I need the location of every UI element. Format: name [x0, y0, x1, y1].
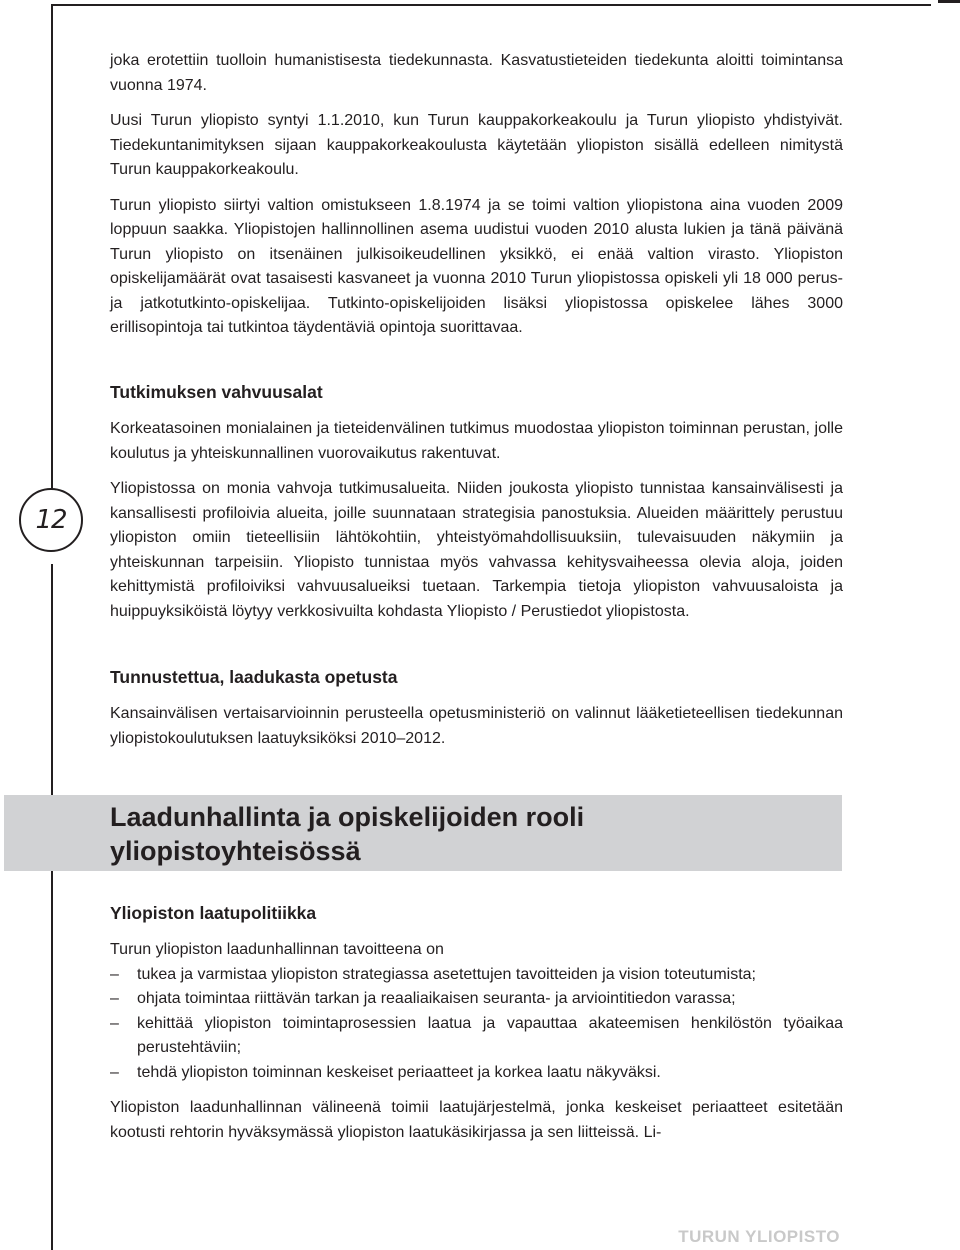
chapter-title-line-1: Laadunhallinta ja opiskelijoiden rooli: [110, 802, 585, 832]
teaching-section: [110, 667, 843, 751]
quality-policy-intro: Turun yliopiston laadunhallinnan tavoitteena on: [110, 941, 444, 958]
research-paragraph-2: Yliopistossa on monia vahvoja tutkimusalueita. Niiden joukosta yliopisto tunnistaa kansainvälisesti ja kansallisesti profiloivia alueita, joille suunnataan strategisia panostuksia. Alueiden määrittely perustuu yliopiston omiin tieteellisiin lähtökohtiin, yhteistyömahdollisuuksiin, tulevaisuuden näkymiin ja yhteiskunnan tarpeisiin. Yliopisto tunnistaa myös vahvassa kehitysvaiheessa olevia aloja, joiden kehittymistä profiloiviksi vahvuusalueiksi tuetaan. Tarkempia tietoja yliopiston vahvuusaloista ja huippuyksiköistä löytyy verkkosivuilta kohdasta Yliopisto / Perustiedot yliopistosta.: [110, 480, 843, 620]
section-heading-teaching: Tunnustettua, laadukasta opetusta: [110, 667, 398, 687]
chapter-title-line-2: yliopistoyhteisössä: [110, 836, 361, 866]
chapter-title: [110, 800, 830, 868]
intro-paragraph-3: Turun yliopisto siirtyi valtion omistukseen 1.8.1974 ja se toimi valtion yliopistona aina vuoden 2009 loppuun saakka. Yliopistojen hallinnollinen asema uudistui vuoden 2010 alusta lukien ja tänä päivänä Turun yliopisto on itsenäinen julkisoikeudellinen yksikkö, ei enää valtion virasto. Yliopiston opiskelijamäärät ovat tasaisesti kasvaneet ja vuonna 2010 Turun yliopistossa opiskeli yli 18 000 perus- ja jatkotutkinto-opiskelijaa. Tutkinto-opiskelijoiden lisäksi yliopistossa opiskelee lähes 3000 erillisopintoja tai tutkintoa täydentäviä opintoja suorittavaa.: [110, 196, 843, 336]
intro-paragraph-2: Uusi Turun yliopisto syntyi 1.1.2010, kun Turun kauppakorkeakoulu ja Turun yliopisto yhdistyivät. Tiedekuntanimityksen sijaan kauppakorkeakoulusta käytetään yliopiston sisällä edelleen nimitystä Turun kauppakorkeakoulu.: [110, 112, 843, 178]
page-frame-left-lower: [51, 564, 53, 1250]
page-corner-mark: [938, 0, 960, 3]
footer-brand: TURUN YLIOPISTO: [678, 1227, 840, 1246]
page-number: 12: [35, 505, 67, 535]
page-frame-top: [51, 4, 931, 6]
quality-policy-closing: Yliopiston laadunhallinnan välineenä toimii laatujärjestelmä, jonka keskeiset periaatteet esitetään kootusti rehtorin hyväksymässä yliopiston laatukäsikirjassa ja sen liitteissä. Li-: [110, 1099, 843, 1141]
intro-paragraph-1: joka erotettiin tuolloin humanistisesta tiedekunnasta. Kasvatustieteiden tiedekunta aloitti toimintansa vuonna 1974.: [110, 52, 843, 94]
quality-policy-section: [110, 903, 843, 1145]
page-frame-left: [51, 4, 53, 492]
teaching-paragraph-1: Kansainvälisen vertaisarvioinnin perusteella opetusministeriö on valinnut lääketieteellisen tiedekunnan yliopistokoulutuksen laatuyksiköksi 2010–2012.: [110, 705, 843, 747]
research-section: [110, 382, 843, 624]
intro-block: [110, 49, 843, 341]
quality-policy-list: [110, 963, 843, 1086]
section-heading-quality-policy: Yliopiston laatupolitiikka: [110, 903, 317, 923]
list-item: – ohjata toimintaa riittävän tarkan ja reaaliaikaisen seuranta- ja arviointitiedon varassa;: [110, 987, 843, 1012]
list-item: – tehdä yliopiston toiminnan keskeiset periaatteet ja korkea laatu näkyväksi.: [110, 1061, 843, 1086]
list-item: – kehittää yliopiston toimintaprosessien laatua ja vapauttaa akateemisen henkilöstön työaikaa perustehtäviin;: [110, 1012, 843, 1061]
list-item: – tukea ja varmistaa yliopiston strategiassa asetettujen tavoitteiden ja vision toteutumista;: [110, 963, 843, 988]
section-heading-research: Tutkimuksen vahvuusalat: [110, 382, 323, 402]
page-number-badge: [19, 488, 83, 552]
research-paragraph-1: Korkeatasoinen monialainen ja tieteidenvälinen tutkimus muodostaa yliopiston toiminnan perustan, jolle koulutus ja yhteiskunnallinen vuorovaikutus rakentuvat.: [110, 420, 843, 462]
